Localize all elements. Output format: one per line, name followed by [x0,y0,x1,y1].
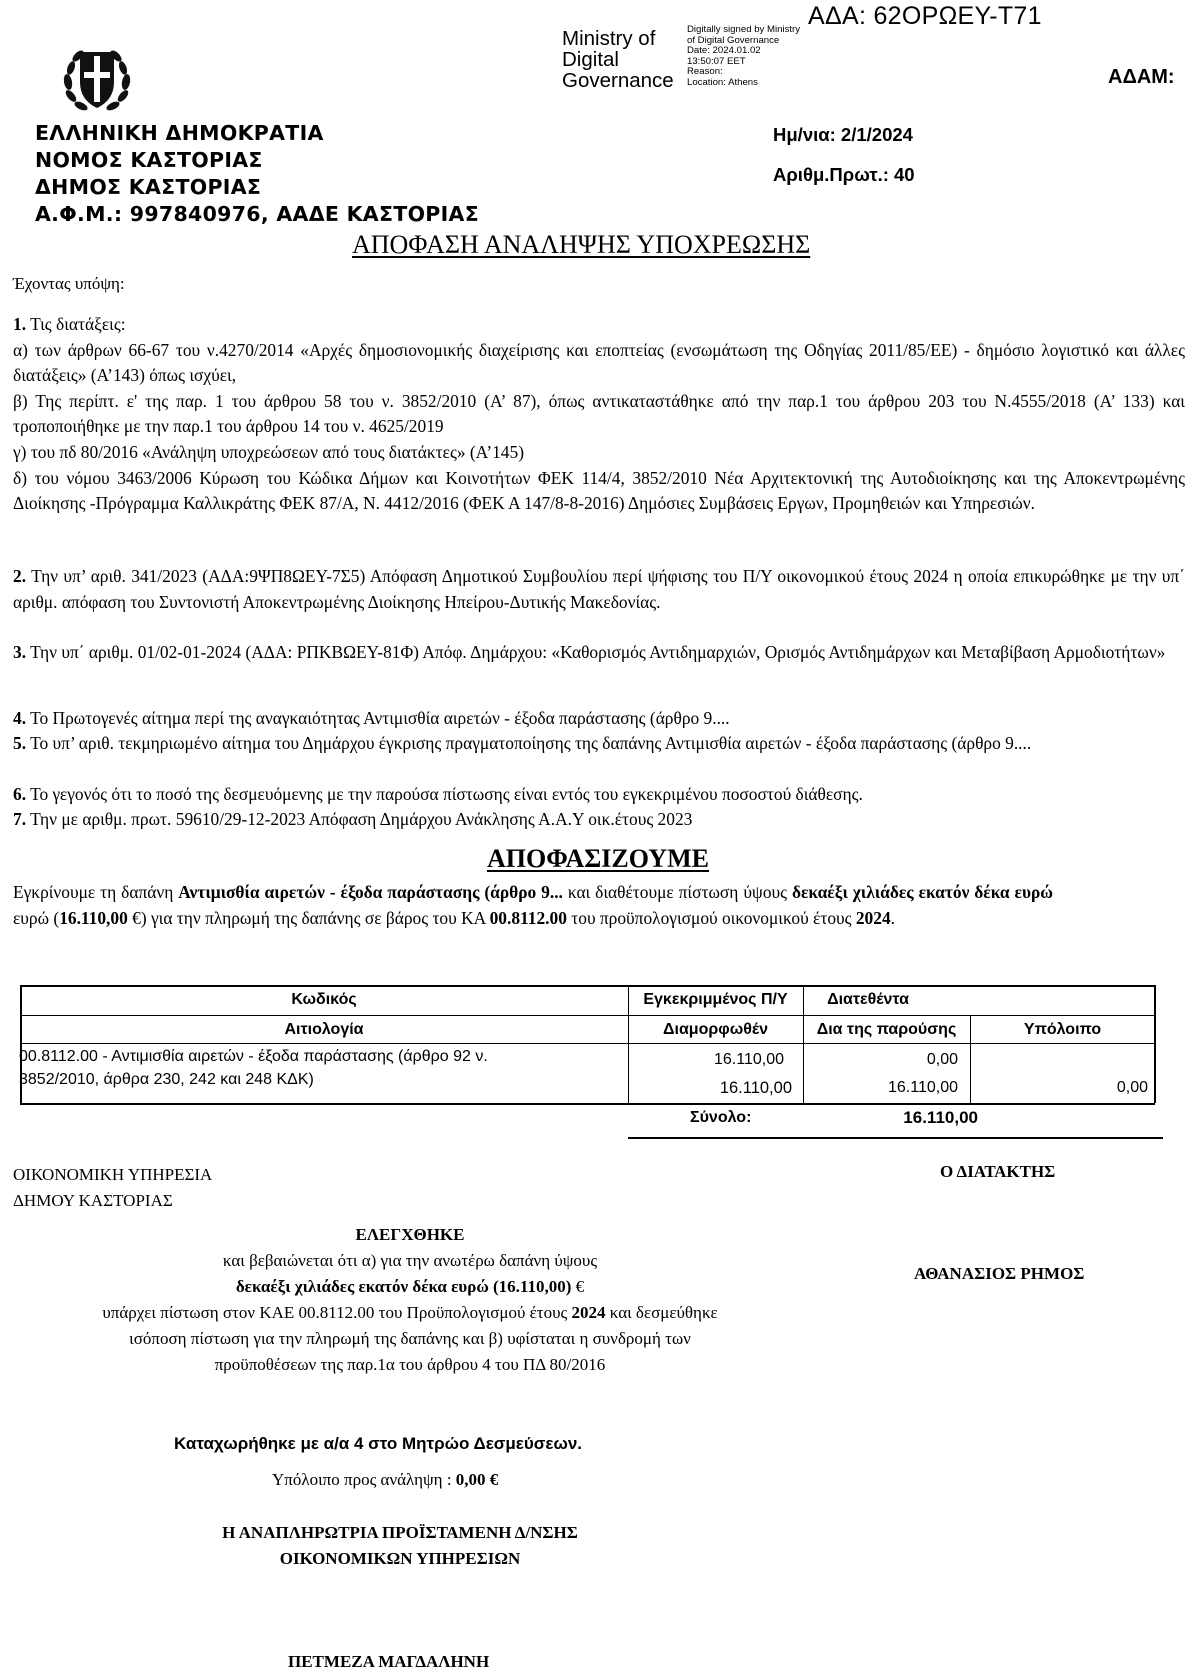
ministry-line: Ministry of [562,27,656,50]
total-value: 16.110,00 [903,1108,978,1127]
issuer-line: Α.Φ.Μ.: 997840976, ΑΑΔΕ ΚΑΣΤΟΡΙΑΣ [35,202,480,226]
decision-account-code: 00.8112.00 [489,907,567,928]
table-border [1154,985,1156,1103]
signer-name: ΠΕΤΜΕΖΑ ΜΑΓΔΑΛΗΝΗ [288,1652,490,1671]
deputy-title-line: ΟΙΚΟΝΟΜΙΚΩΝ ΥΠΗΡΕΣΙΩΝ [279,1549,521,1568]
signature-line: of Digital Governance [687,34,780,46]
financial-service-line: ΟΙΚΟΝΟΜΙΚΗ ΥΠΗΡΕΣΙΑ [13,1165,213,1184]
ministry-label [562,28,674,91]
financial-service-label [13,1162,212,1214]
decision-paragraph [13,880,1053,931]
remaining-value: 0,00 € [455,1470,499,1489]
consideration-7 [13,807,1185,833]
item-number: 4. [13,708,27,728]
consideration-3 [13,640,1185,666]
decision-text: του προϋπολογισμού οικονομικού έτους [566,907,856,928]
signature-line: 13:50:07 EET [687,55,746,67]
decision-text: ευρώ ( [13,907,60,928]
issuer-line: ΝΟΜΟΣ ΚΑΣΤΟΡΙΑΣ [35,148,263,172]
item-text: β) Της περίπτ. ε' της παρ. 1 του άρθρου 58 του ν. 3852/2010 (Α’ 87), όπως αντικαταστάθηκε από την παρ.1 του άρθρου 203 του Ν.4555/2018 (Α’ 133) και τροποποιήθηκε με την παρ.1 του άρθρου 14 του ν. 4625/2019 [13,390,1185,437]
header-formed: Διαμορφωθέν [663,1021,768,1038]
verification-line: προϋποθέσεων της παρ.1α του άρθρου 4 του ΠΔ 80/2016 [214,1355,606,1374]
director-name: ΑΘΑΝΑΣΙΟΣ ΡΗΜΟΣ [914,1264,1085,1283]
decision-year: 2024 [855,907,891,928]
row-current: 16.110,00 [888,1079,958,1096]
decision-text: Εγκρίνουμε τη δαπάνη [13,882,179,902]
item-text: δ) του νόμου 3463/2006 Κύρωση του Κώδικα Δήμων και Κοινοτήτων ΦΕΚ 114/4, 3852/2010 Νέα Αρχιτεκτονική της Αυτοδιοίκησης και της Αποκεντρωμένης Διοίκησης -Πρόγραμμα Καλλικράτης ΦΕΚ 87/Α, Ν. 4412/2016 (ΦΕΚ Α 147/8-8-2016) Δημόσιες Συμβάσεις Εργων, Προμηθειών και Υπηρεσιών. [13,467,1185,514]
item-number: 2. [13,566,27,586]
header-balance: Υπόλοιπο [1023,1021,1102,1038]
decision-text: €) για την πληρωμή της δαπάνης σε βάρος του ΚΑ [127,907,490,928]
header-reason: Αιτιολογία [284,1021,364,1038]
header-approved: Εγκεκριμμένος Π/Υ [643,991,788,1008]
item-number: 5. [13,733,27,753]
table-border [20,985,1155,987]
item-text: Το γεγονός ότι το ποσό της δεσμευόμενης με την παρούσα πίστωσης είναι εντός του εγκεκριμένου ποσοστού διάθεσης. [26,784,863,804]
verification-amount: δεκαέξι χιλιάδες εκατόν δέκα ευρώ (16.110,00) [235,1277,572,1296]
verification-line: και βεβαιώνεται ότι α) για την ανωτέρω δαπάνη ύψους [222,1251,598,1270]
header-current: Δια της παρούσης [816,1021,957,1038]
verification-block [40,1222,780,1378]
signature-line: Reason: [687,66,723,78]
header-code: Κωδικός [291,991,357,1008]
deputy-head-title [200,1520,600,1572]
item-number: 3. [13,642,27,662]
item-text: Τις διατάξεις: [26,314,126,334]
item-text: Το Πρωτογενές αίτημα περί της αναγκαιότητας Αντιμισθία αιρετών - έξοδα παράστασης (άρθρο 9.... [26,708,730,728]
item-text: Το υπ’ αριθ. τεκμηριωμένο αίτημα του Δημάρχου έγκρισης πραγματοποίησης της δαπάνης Αντιμισθία αιρετών - έξοδα παράστασης (άρθρο 9.... [26,733,1032,753]
signature-line: Digitally signed by Ministry [687,24,801,35]
decision-text: . [890,907,895,928]
signature-line: Location: Athens [687,76,758,88]
item-text: γ) του πδ 80/2016 «Ανάληψη υποχρεώσεων από τους διατάκτες» (Α’145) [13,441,524,462]
verification-year: 2024 [571,1303,606,1322]
row-balance: 0,00 [1116,1079,1148,1096]
item-text: Την υπ’ αριθ. 341/2023 (ΑΔΑ:9ΨΠ8ΩΕΥ-7Σ5) Απόφαση Δημοτικού Συμβουλίου περί ψήφισης του Π/Υ οικονομικού έτους 2024 η οποία επικυρώθηκε με την υπ΄ αριθμ. απόφαση του Συντονιστή Αποκεντρωμένης Διοίκησης Ηπείρου-Δυτικής Μακεδονίας. [13,566,1185,612]
document-title: ΑΠΟΦΑΣΗ ΑΝΑΛΗΨΗΣ ΥΠΟΧΡΕΩΣΗΣ [352,230,811,259]
consideration-2 [13,564,1185,615]
consideration-4 [13,706,1185,732]
verification-line [40,1274,780,1300]
registry-note: Καταχωρήθηκε με α/α 4 στο Μητρώο Δεσμεύσεων. [174,1434,583,1453]
ministry-line: Governance [562,69,674,92]
row-description-line: 00.8112.00 - Αντιμισθία αιρετών - έξοδα παράστασης (άρθρο 92 ν. [19,1048,488,1065]
decision-expense-name: Αντιμισθία αιρετών - έξοδα παράστασης (άρθρο 9... [178,882,563,902]
deputy-title-line: Η ΑΝΑΠΛΗΡΩΤΡΙΑ ΠΡΟΪΣΤΑΜΕΝΗ Δ/ΝΣΗΣ [222,1523,578,1542]
digital-signature-block [687,25,800,89]
ministry-line: Digital [562,48,619,71]
verification-text: υπάρχει πίστωση στον ΚΑΕ 00.8112.00 του Προϋπολογισμού έτους [102,1303,572,1322]
director-title: Ο ΔΙΑΤΑΚΤΗΣ [940,1162,1056,1181]
total-label: Σύνολο: [690,1109,752,1126]
decision-amount-words: δεκαέξι χιλιάδες εκατόν δέκα ευρώ [791,882,1053,902]
item-number: 7. [13,809,27,829]
ada-code: ΑΔΑ: 62ΟΡΩΕΥ-Τ71 [808,2,1042,30]
consideration-6 [13,782,1185,808]
remaining-label: Υπόλοιπο προς ανάληψη : [272,1470,456,1489]
table-border [20,1043,1155,1044]
issuer-line: ΔΗΜΟΣ ΚΑΣΤΟΡΙΑΣ [35,175,262,199]
item-text: Την με αριθμ. πρωτ. 59610/29-12-2023 Απόφαση Δημάρχου Ανάκλησης Α.Α.Υ οικ.έτους 2023 [26,809,693,829]
table-border [20,1103,1155,1105]
adam-label: ΑΔΑΜ: [1108,66,1175,88]
verification-heading: ΕΛΕΓΧΘΗΚΕ [355,1225,465,1244]
protocol-number: Αριθμ.Πρωτ.: 40 [773,164,915,185]
item-number: 6. [13,784,27,804]
row-approved: 16.110,00 [714,1051,784,1068]
item-text: Την υπ΄ αριθμ. 01/02-01-2024 (ΑΔΑ: ΡΠΚΒΩΕΥ-81Φ) Απόφ. Δημάρχου: «Καθορισμός Αντιδημαρχιών, Ορισμός Αντιδημάρχων και Μεταβίβαση Αρμοδιοτήτων» [26,642,1166,662]
table-border [20,1015,1155,1016]
issuer-line: ΕΛΛΗΝΙΚΗ ΔΗΜΟΚΡΑΤΙΑ [35,121,324,145]
row-available: 0,00 [926,1051,958,1068]
decision-heading: ΑΠΟΦΑΣΙΖΟΥΜΕ [487,844,709,873]
row-description-line: 3852/2010, άρθρα 230, 242 και 248 ΚΔΚ) [19,1071,314,1088]
considering-label: Έχοντας υπόψη: [13,274,125,293]
document-date: Ημ/νια: 2/1/2024 [773,124,913,145]
verification-line: ισόποση πίστωση για την πληρωμή της δαπάνης και β) υφίσταται η συνδρομή των [129,1329,691,1348]
header-available: Διατεθέντα [827,991,909,1008]
issuer-block [35,120,479,228]
decision-amount: 16.110,00 [59,907,128,928]
table-border [628,1137,1163,1139]
item-number: 1. [13,314,27,334]
commitment-table [19,985,1155,1127]
remaining-balance [272,1470,498,1490]
item-text: α) των άρθρων 66-67 του ν.4270/2014 «Αρχές δημοσιονομικής διαχείρισης και εποπτείας (ενσωμάτωση της Οδηγίας 2011/85/ΕΕ) - δημόσιο λογιστικό και άλλες διατάξεις» (Α’143) όπως ισχύει, [13,339,1185,386]
verification-currency: € [571,1277,585,1296]
greek-emblem-icon [58,38,136,116]
verification-text: και δεσμεύθηκε [605,1303,718,1322]
row-formed: 16.110,00 [719,1079,792,1097]
consideration-5 [13,731,1093,757]
decision-text: και διαθέτουμε πίστωση ύψους [562,882,792,902]
consideration-1 [13,312,1185,517]
signature-line: Date: 2024.01.02 [687,45,761,57]
financial-service-line: ΔΗΜΟΥ ΚΑΣΤΟΡΙΑΣ [13,1191,173,1210]
verification-line [40,1300,780,1326]
